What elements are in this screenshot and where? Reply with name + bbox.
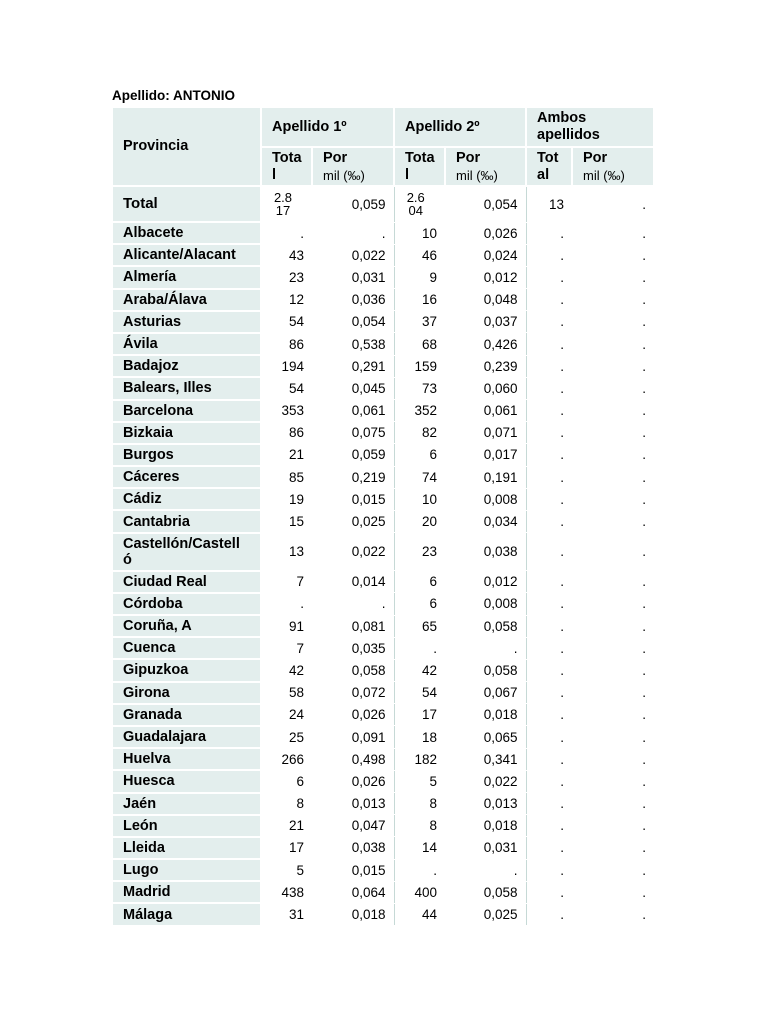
apellido1-por-mil-cell: 0,022 — [312, 533, 394, 571]
apellido1-por-mil-cell: 0,054 — [312, 311, 394, 333]
apellido1-total-cell: 91 — [261, 615, 312, 637]
apellido2-total-cell: 37 — [394, 311, 445, 333]
apellido1-total-cell: 12 — [261, 289, 312, 311]
header-a2-total-line1: Tota — [405, 150, 435, 166]
ambos-total-cell: . — [526, 222, 572, 244]
ambos-total-cell: . — [526, 311, 572, 333]
apellido1-por-mil-cell: . — [312, 593, 394, 615]
apellido1-por-mil-cell: 0,031 — [312, 266, 394, 288]
apellido2-por-mil-cell: 0,018 — [445, 815, 526, 837]
header-a2-por-mil — [445, 147, 526, 186]
ambos-por-mil-cell: . — [572, 815, 654, 837]
ambos-total-cell: . — [526, 422, 572, 444]
apellido1-por-mil-cell: 0,013 — [312, 793, 394, 815]
apellido1-total-cell: . — [261, 222, 312, 244]
apellido2-total-cell: 6 — [394, 571, 445, 593]
apellido2-total-cell: . — [394, 637, 445, 659]
ambos-por-mil-cell: . — [572, 770, 654, 792]
apellido2-por-mil-cell: . — [445, 859, 526, 881]
table-body — [113, 186, 654, 926]
ambos-total-cell: . — [526, 815, 572, 837]
provincia-cell: Madrid — [113, 881, 261, 903]
apellido1-total-cell: 15 — [261, 510, 312, 532]
ambos-por-mil-cell: . — [572, 311, 654, 333]
apellido2-total-cell: 159 — [394, 355, 445, 377]
ambos-total-cell: . — [526, 333, 572, 355]
table-row — [113, 355, 654, 377]
ambos-por-mil-cell: . — [572, 377, 654, 399]
ambos-total-cell: . — [526, 770, 572, 792]
ambos-por-mil-cell: . — [572, 289, 654, 311]
provincia-cell: Badajoz — [113, 355, 261, 377]
provincia-cell: Bizkaia — [113, 422, 261, 444]
apellido2-total-cell: 65 — [394, 615, 445, 637]
provincia-cell: Cuenca — [113, 637, 261, 659]
surname-statistics-table — [113, 108, 655, 927]
apellido2-por-mil-cell: 0,067 — [445, 682, 526, 704]
table-row — [113, 748, 654, 770]
page-title: Apellido: ANTONIO — [112, 88, 235, 103]
ambos-por-mil-cell: . — [572, 266, 654, 288]
apellido1-total-cell: 6 — [261, 770, 312, 792]
apellido2-total-cell: 10 — [394, 222, 445, 244]
apellido2-por-mil-cell: 0,008 — [445, 488, 526, 510]
apellido2-total-cell: 8 — [394, 793, 445, 815]
header-a1-total — [261, 147, 312, 186]
apellido1-total-cell: 8 — [261, 793, 312, 815]
table-row — [113, 400, 654, 422]
apellido2-total-cell: 42 — [394, 659, 445, 681]
table-row — [113, 770, 654, 792]
table-row — [113, 637, 654, 659]
apellido2-total-cell: 46 — [394, 244, 445, 266]
apellido1-por-mil-cell: 0,025 — [312, 510, 394, 532]
ambos-por-mil-cell: . — [572, 333, 654, 355]
ambos-total-cell: . — [526, 266, 572, 288]
table-row — [113, 682, 654, 704]
provincia-cell: Cantabria — [113, 510, 261, 532]
provincia-cell: Ávila — [113, 333, 261, 355]
provincia-cell: Granada — [113, 704, 261, 726]
ambos-por-mil-cell: . — [572, 186, 654, 222]
apellido1-total-cell: 5 — [261, 859, 312, 881]
apellido1-por-mil-cell: 0,538 — [312, 333, 394, 355]
ambos-total-cell: . — [526, 593, 572, 615]
ambos-por-mil-cell: . — [572, 903, 654, 925]
table-row — [113, 793, 654, 815]
apellido2-por-mil-cell: 0,018 — [445, 704, 526, 726]
apellido1-por-mil-cell: 0,022 — [312, 244, 394, 266]
apellido1-total-cell: 7 — [261, 637, 312, 659]
apellido1-total-cell: 353 — [261, 400, 312, 422]
apellido1-por-mil-cell: 0,035 — [312, 637, 394, 659]
header-amb-total-line1: Tot — [537, 150, 559, 166]
apellido2-total-cell: 5 — [394, 770, 445, 792]
header-a1-total-line2: l — [272, 167, 277, 183]
apellido2-por-mil-cell: 0,058 — [445, 615, 526, 637]
apellido1-total-cell: 85 — [261, 466, 312, 488]
ambos-por-mil-cell: . — [572, 615, 654, 637]
apellido2-por-mil-cell: 0,008 — [445, 593, 526, 615]
apellido1-por-mil-cell: 0,047 — [312, 815, 394, 837]
table-row — [113, 726, 654, 748]
apellido1-por-mil-cell: 0,064 — [312, 881, 394, 903]
header-ambos-total — [526, 147, 572, 186]
apellido2-por-mil-cell: 0,071 — [445, 422, 526, 444]
apellido1-por-mil-cell: 0,059 — [312, 186, 394, 222]
apellido2-total-cell: 20 — [394, 510, 445, 532]
provincia-cell: Girona — [113, 682, 261, 704]
provincia-cell: Balears, Illes — [113, 377, 261, 399]
apellido1-por-mil-cell: 0,026 — [312, 704, 394, 726]
apellido2-total-cell: 17 — [394, 704, 445, 726]
apellido1-total-cell: 58 — [261, 682, 312, 704]
apellido2-total-cell: 10 — [394, 488, 445, 510]
provincia-cell: Almería — [113, 266, 261, 288]
apellido2-total-cell: 74 — [394, 466, 445, 488]
ambos-por-mil-cell: . — [572, 222, 654, 244]
provincia-cell: Lleida — [113, 837, 261, 859]
provincia-cell: Jaén — [113, 793, 261, 815]
table-row — [113, 859, 654, 881]
provincia-cell: Málaga — [113, 903, 261, 925]
apellido2-total-cell: 6 — [394, 593, 445, 615]
apellido2-por-mil-cell: 0,017 — [445, 444, 526, 466]
ambos-por-mil-cell: . — [572, 466, 654, 488]
apellido2-por-mil-cell: 0,012 — [445, 571, 526, 593]
ambos-por-mil-cell: . — [572, 837, 654, 859]
ambos-total-cell: . — [526, 533, 572, 571]
ambos-por-mil-cell: . — [572, 793, 654, 815]
apellido1-por-mil-cell: . — [312, 222, 394, 244]
ambos-total-cell: . — [526, 659, 572, 681]
apellido2-total-cell: 16 — [394, 289, 445, 311]
header-a2-por-line2: mil (‰) — [456, 168, 498, 183]
ambos-total-cell: . — [526, 837, 572, 859]
table-row — [113, 333, 654, 355]
apellido2-por-mil-cell: 0,012 — [445, 266, 526, 288]
ambos-total-cell: . — [526, 289, 572, 311]
table-row — [113, 593, 654, 615]
ambos-total-cell: . — [526, 637, 572, 659]
ambos-total-cell: . — [526, 466, 572, 488]
header-a2-total — [394, 147, 445, 186]
header-a1-por-line2: mil (‰) — [323, 168, 365, 183]
apellido2-por-mil-cell: . — [445, 637, 526, 659]
header-a1-por-line1: Por — [323, 150, 348, 166]
ambos-total-cell: . — [526, 488, 572, 510]
header-ambos-line2: apellidos — [537, 127, 600, 143]
ambos-total-cell: . — [526, 400, 572, 422]
apellido2-por-mil-cell: 0,060 — [445, 377, 526, 399]
apellido2-por-mil-cell: 0,065 — [445, 726, 526, 748]
provincia-cell: Córdoba — [113, 593, 261, 615]
apellido2-total-cell: 9 — [394, 266, 445, 288]
apellido1-total-cell: 19 — [261, 488, 312, 510]
apellido2-por-mil-cell: 0,025 — [445, 903, 526, 925]
ambos-por-mil-cell: . — [572, 355, 654, 377]
ambos-total-cell: . — [526, 881, 572, 903]
apellido2-total-cell: 352 — [394, 400, 445, 422]
apellido1-por-mil-cell: 0,026 — [312, 770, 394, 792]
ambos-total-cell: . — [526, 859, 572, 881]
provincia-cell: Barcelona — [113, 400, 261, 422]
ambos-total-cell: . — [526, 444, 572, 466]
provincia-cell: Albacete — [113, 222, 261, 244]
table-row — [113, 815, 654, 837]
apellido2-por-mil-cell: 0,061 — [445, 400, 526, 422]
header-ambos-line1: Ambos — [537, 110, 587, 126]
provincia-cell: Huesca — [113, 770, 261, 792]
apellido2-por-mil-cell: 0,031 — [445, 837, 526, 859]
ambos-por-mil-cell: . — [572, 859, 654, 881]
ambos-total-cell: . — [526, 726, 572, 748]
ambos-por-mil-cell: . — [572, 444, 654, 466]
apellido1-total-cell: . — [261, 593, 312, 615]
apellido2-total-cell: 73 — [394, 377, 445, 399]
provincia-cell: Coruña, A — [113, 615, 261, 637]
apellido2-total-cell: 54 — [394, 682, 445, 704]
apellido1-total-cell: 86 — [261, 422, 312, 444]
apellido2-total-cell: 82 — [394, 422, 445, 444]
table-row — [113, 244, 654, 266]
provincia-cell: Total — [113, 186, 261, 222]
apellido2-por-mil-cell: 0,239 — [445, 355, 526, 377]
ambos-total-cell: . — [526, 704, 572, 726]
apellido2-total-cell: 6 — [394, 444, 445, 466]
provincia-cell: Alicante/Alacant — [113, 244, 261, 266]
provincia-cell: Guadalajara — [113, 726, 261, 748]
provincia-cell: Cáceres — [113, 466, 261, 488]
provincia-cell: Burgos — [113, 444, 261, 466]
apellido2-total-cell: 44 — [394, 903, 445, 925]
apellido2-total-cell: . — [394, 859, 445, 881]
apellido1-por-mil-cell: 0,075 — [312, 422, 394, 444]
apellido1-por-mil-cell: 0,072 — [312, 682, 394, 704]
apellido1-total-cell: 21 — [261, 815, 312, 837]
table-row — [113, 444, 654, 466]
ambos-total-cell: . — [526, 355, 572, 377]
ambos-por-mil-cell: . — [572, 510, 654, 532]
apellido1-total-cell: 2.8 17 — [261, 186, 312, 222]
apellido1-por-mil-cell: 0,498 — [312, 748, 394, 770]
ambos-total-cell: 13 — [526, 186, 572, 222]
apellido2-total-cell: 182 — [394, 748, 445, 770]
apellido1-por-mil-cell: 0,018 — [312, 903, 394, 925]
apellido1-total-cell: 194 — [261, 355, 312, 377]
apellido1-total-cell: 42 — [261, 659, 312, 681]
apellido1-total-cell: 13 — [261, 533, 312, 571]
apellido1-por-mil-cell: 0,059 — [312, 444, 394, 466]
header-amb-total-line2: al — [537, 167, 550, 183]
table-row — [113, 186, 654, 222]
ambos-por-mil-cell: . — [572, 659, 654, 681]
apellido1-por-mil-cell: 0,091 — [312, 726, 394, 748]
table-header — [113, 108, 654, 186]
apellido2-por-mil-cell: 0,048 — [445, 289, 526, 311]
apellido1-total-cell: 54 — [261, 311, 312, 333]
header-a2-total-line2: l — [405, 167, 410, 183]
provincia-cell: Ciudad Real — [113, 571, 261, 593]
apellido1-total-cell: 7 — [261, 571, 312, 593]
ambos-total-cell: . — [526, 244, 572, 266]
ambos-por-mil-cell: . — [572, 571, 654, 593]
table-row — [113, 571, 654, 593]
apellido1-por-mil-cell: 0,061 — [312, 400, 394, 422]
apellido2-por-mil-cell: 0,191 — [445, 466, 526, 488]
ambos-total-cell: . — [526, 571, 572, 593]
apellido1-por-mil-cell: 0,015 — [312, 488, 394, 510]
table-row — [113, 659, 654, 681]
table-row — [113, 533, 654, 571]
provincia-cell: Castellón/Castell ó — [113, 533, 261, 571]
ambos-por-mil-cell: . — [572, 748, 654, 770]
apellido1-total-cell: 86 — [261, 333, 312, 355]
provincia-cell: Cádiz — [113, 488, 261, 510]
header-a1-por-mil — [312, 147, 394, 186]
apellido1-total-cell: 25 — [261, 726, 312, 748]
apellido2-total-cell: 400 — [394, 881, 445, 903]
ambos-por-mil-cell: . — [572, 637, 654, 659]
apellido2-por-mil-cell: 0,034 — [445, 510, 526, 532]
ambos-total-cell: . — [526, 377, 572, 399]
apellido1-total-cell: 54 — [261, 377, 312, 399]
table-row — [113, 266, 654, 288]
table-row — [113, 377, 654, 399]
ambos-por-mil-cell: . — [572, 244, 654, 266]
apellido2-total-cell: 8 — [394, 815, 445, 837]
table-row — [113, 903, 654, 925]
apellido1-por-mil-cell: 0,014 — [312, 571, 394, 593]
table-row — [113, 837, 654, 859]
header-a1-total-line1: Tota — [272, 150, 302, 166]
table-row — [113, 881, 654, 903]
apellido1-por-mil-cell: 0,015 — [312, 859, 394, 881]
ambos-por-mil-cell: . — [572, 533, 654, 571]
apellido1-total-cell: 266 — [261, 748, 312, 770]
provincia-cell: Araba/Álava — [113, 289, 261, 311]
apellido1-total-cell: 24 — [261, 704, 312, 726]
apellido2-por-mil-cell: 0,426 — [445, 333, 526, 355]
ambos-por-mil-cell: . — [572, 400, 654, 422]
provincia-cell: Huelva — [113, 748, 261, 770]
ambos-total-cell: . — [526, 793, 572, 815]
provincia-cell: Gipuzkoa — [113, 659, 261, 681]
table-row — [113, 615, 654, 637]
ambos-por-mil-cell: . — [572, 488, 654, 510]
apellido1-por-mil-cell: 0,219 — [312, 466, 394, 488]
ambos-por-mil-cell: . — [572, 593, 654, 615]
provincia-cell: Lugo — [113, 859, 261, 881]
apellido2-total-cell: 23 — [394, 533, 445, 571]
apellido2-por-mil-cell: 0,058 — [445, 881, 526, 903]
apellido2-total-cell: 68 — [394, 333, 445, 355]
table-row — [113, 222, 654, 244]
header-amb-por-line2: mil (‰) — [583, 168, 625, 183]
apellido1-por-mil-cell: 0,038 — [312, 837, 394, 859]
header-ambos-por-mil — [572, 147, 654, 186]
table-row — [113, 289, 654, 311]
provincia-cell: Asturias — [113, 311, 261, 333]
apellido2-total-cell: 18 — [394, 726, 445, 748]
apellido1-por-mil-cell: 0,036 — [312, 289, 394, 311]
apellido1-total-cell: 31 — [261, 903, 312, 925]
apellido1-total-cell: 17 — [261, 837, 312, 859]
ambos-total-cell: . — [526, 615, 572, 637]
header-apellido-2: Apellido 2º — [394, 108, 526, 147]
header-provincia: Provincia — [113, 108, 261, 186]
apellido2-por-mil-cell: 0,058 — [445, 659, 526, 681]
ambos-por-mil-cell: . — [572, 726, 654, 748]
table-row — [113, 510, 654, 532]
ambos-total-cell: . — [526, 682, 572, 704]
ambos-por-mil-cell: . — [572, 682, 654, 704]
header-amb-por-line1: Por — [583, 150, 608, 166]
header-ambos-apellidos — [526, 108, 654, 147]
ambos-total-cell: . — [526, 748, 572, 770]
apellido2-total-cell: 2.6 04 — [394, 186, 445, 222]
provincia-cell: León — [113, 815, 261, 837]
table-row — [113, 311, 654, 333]
apellido1-por-mil-cell: 0,291 — [312, 355, 394, 377]
ambos-por-mil-cell: . — [572, 422, 654, 444]
apellido1-total-cell: 43 — [261, 244, 312, 266]
apellido2-por-mil-cell: 0,038 — [445, 533, 526, 571]
apellido2-por-mil-cell: 0,013 — [445, 793, 526, 815]
apellido2-por-mil-cell: 0,026 — [445, 222, 526, 244]
table-row — [113, 466, 654, 488]
apellido1-total-cell: 23 — [261, 266, 312, 288]
apellido2-por-mil-cell: 0,024 — [445, 244, 526, 266]
ambos-por-mil-cell: . — [572, 881, 654, 903]
ambos-por-mil-cell: . — [572, 704, 654, 726]
apellido2-total-cell: 14 — [394, 837, 445, 859]
table-row — [113, 704, 654, 726]
ambos-total-cell: . — [526, 510, 572, 532]
apellido2-por-mil-cell: 0,037 — [445, 311, 526, 333]
ambos-total-cell: . — [526, 903, 572, 925]
apellido1-total-cell: 21 — [261, 444, 312, 466]
apellido1-por-mil-cell: 0,081 — [312, 615, 394, 637]
apellido1-por-mil-cell: 0,058 — [312, 659, 394, 681]
apellido2-por-mil-cell: 0,054 — [445, 186, 526, 222]
apellido1-total-cell: 438 — [261, 881, 312, 903]
apellido1-por-mil-cell: 0,045 — [312, 377, 394, 399]
table-row — [113, 488, 654, 510]
table-row — [113, 422, 654, 444]
header-apellido-1: Apellido 1º — [261, 108, 394, 147]
header-a2-por-line1: Por — [456, 150, 481, 166]
apellido2-por-mil-cell: 0,022 — [445, 770, 526, 792]
apellido2-por-mil-cell: 0,341 — [445, 748, 526, 770]
